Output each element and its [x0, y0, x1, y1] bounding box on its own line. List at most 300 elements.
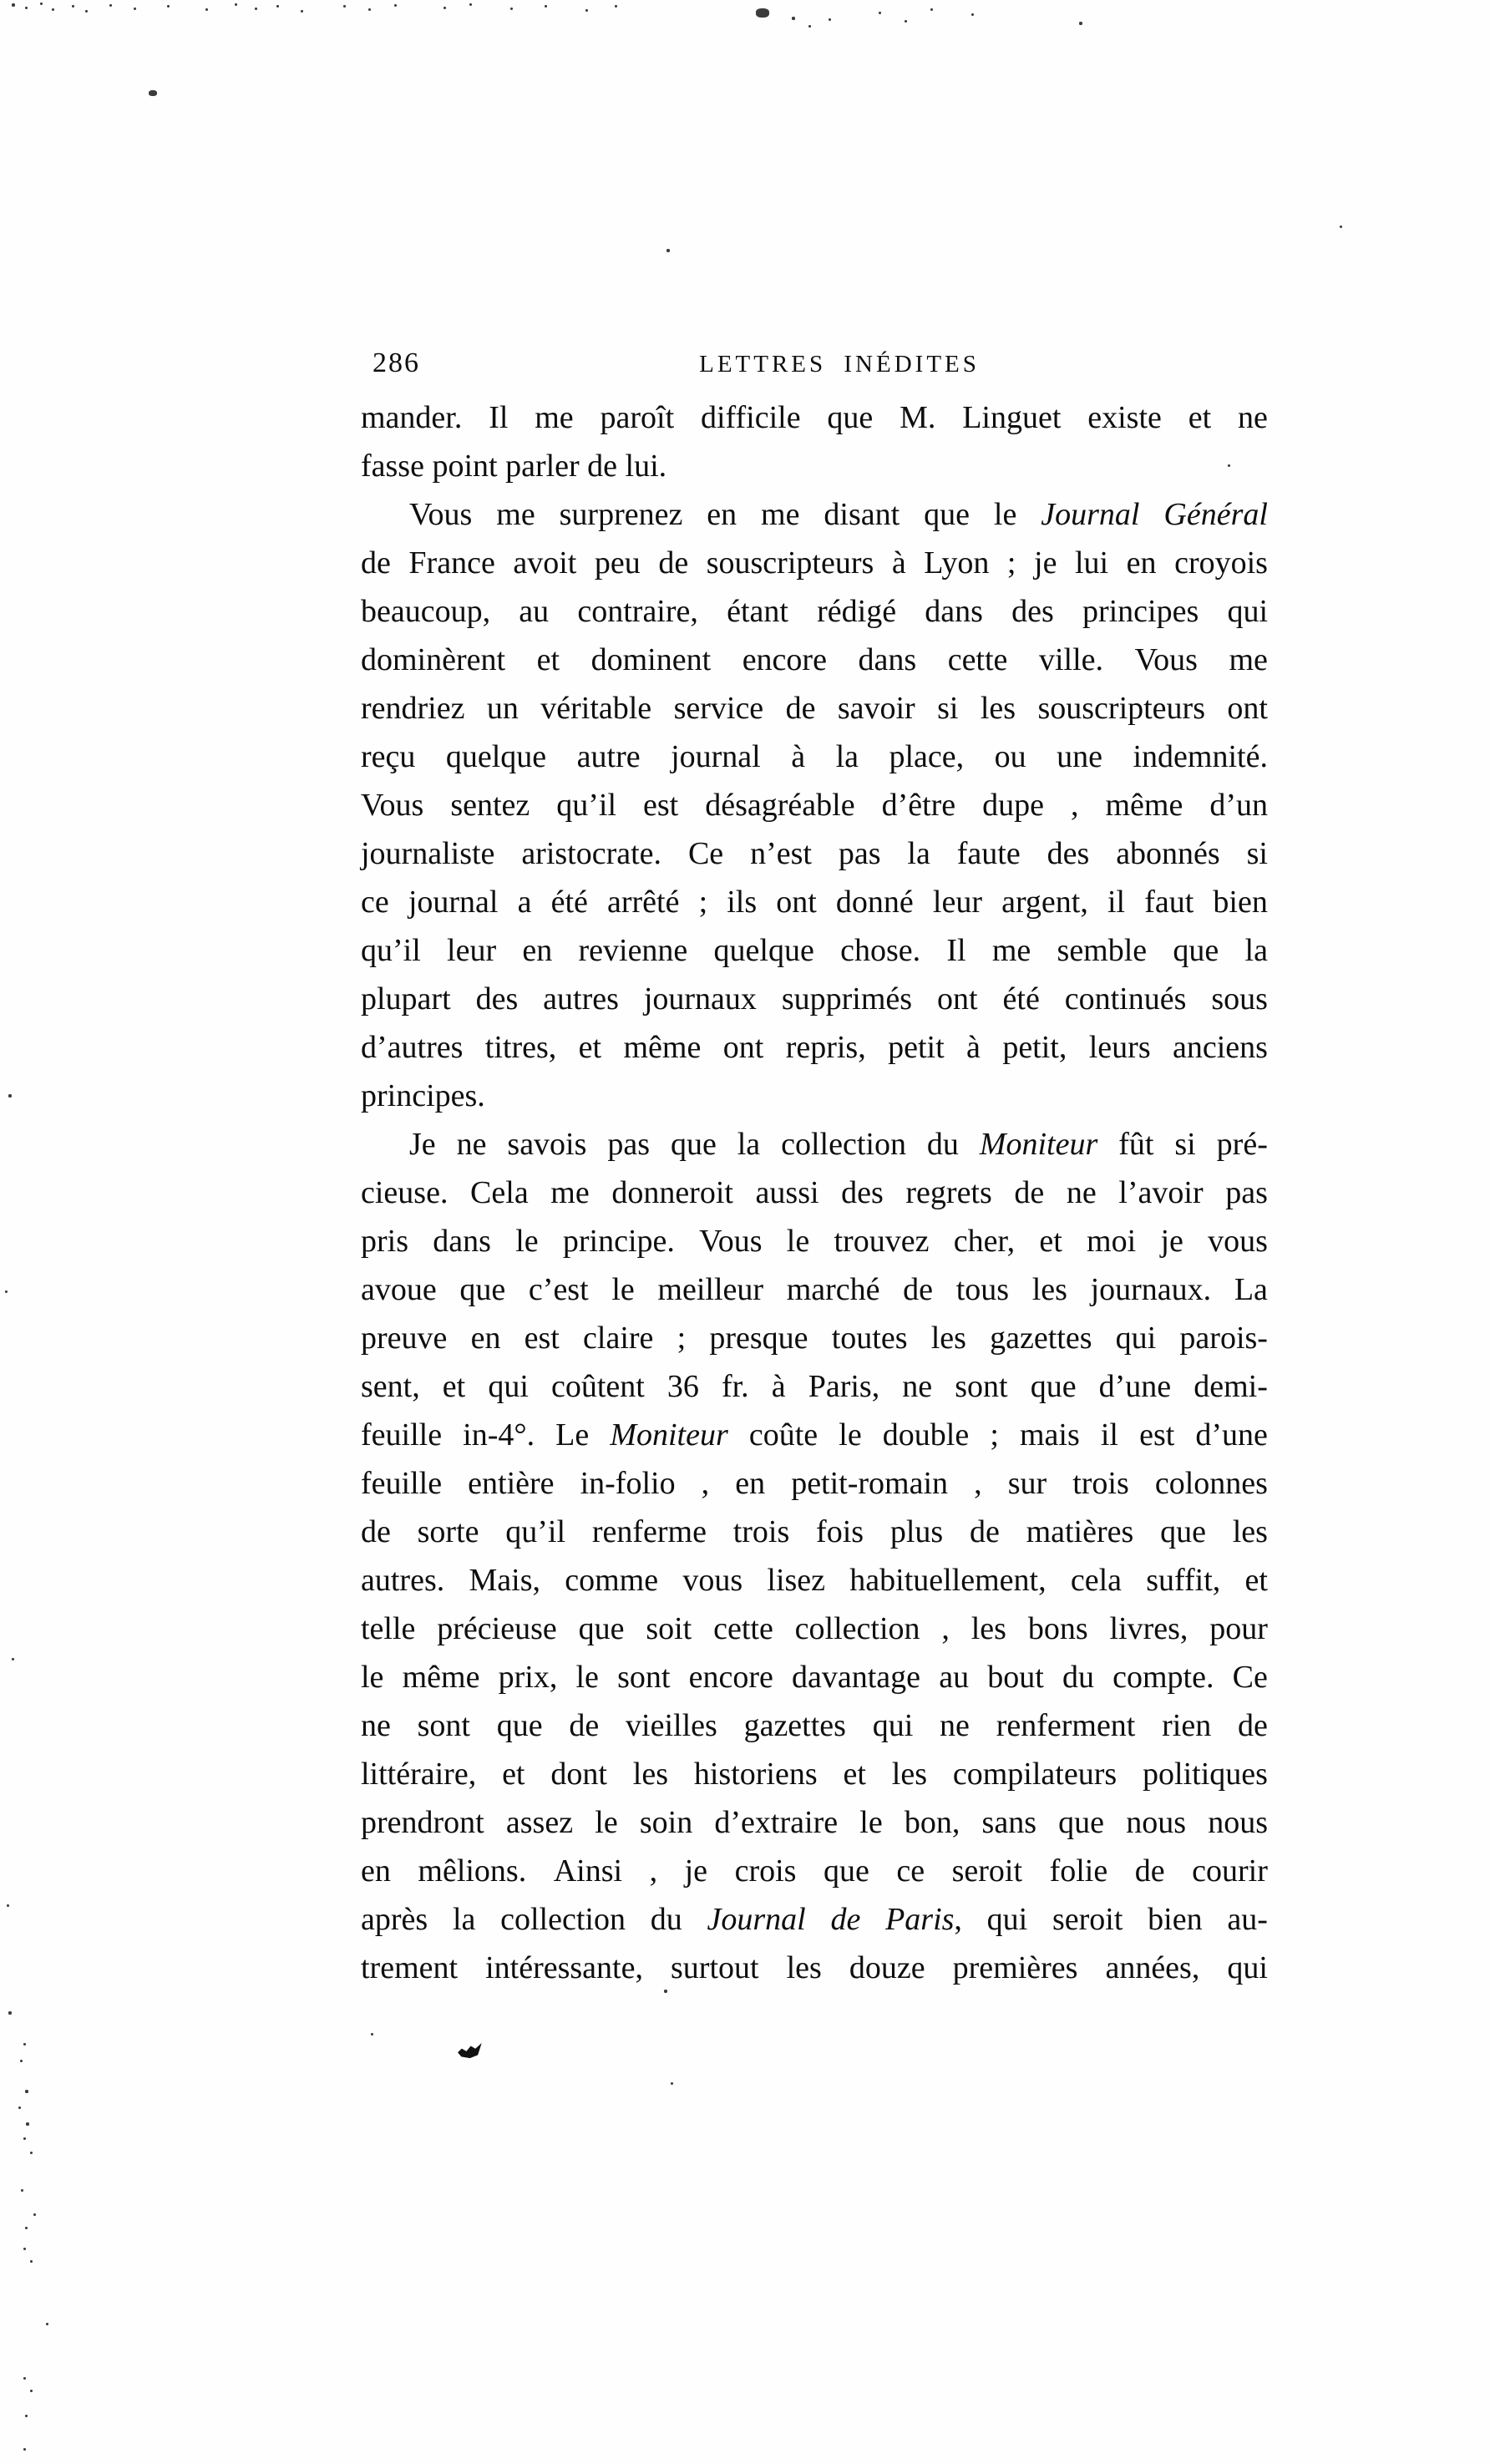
word: sentez [450, 788, 530, 823]
word: folie [1049, 1853, 1108, 1889]
word: feuille [361, 1417, 443, 1453]
scan-speck [109, 4, 112, 7]
word: ne [456, 1127, 487, 1162]
word: que [827, 400, 874, 435]
word: les [1031, 1272, 1067, 1307]
word: abonnés [1116, 836, 1220, 871]
scan-speck [30, 2260, 33, 2263]
word: littéraire, [361, 1757, 477, 1792]
scan-speck [25, 2090, 28, 2093]
word: toutes [831, 1321, 908, 1356]
scan-speck [8, 1094, 12, 1098]
word: Moniteur [610, 1417, 728, 1453]
word: premières [952, 1950, 1078, 1985]
word: entière [468, 1466, 555, 1501]
word: cher, [953, 1224, 1016, 1259]
word: en [470, 1321, 501, 1356]
word: de [903, 1272, 934, 1307]
word: les [891, 1757, 928, 1792]
word: trois [732, 1514, 790, 1549]
word: Lyon [924, 545, 990, 581]
word: ce [361, 885, 389, 920]
word: assez [505, 1805, 574, 1840]
word: Linguet [962, 400, 1062, 435]
scan-speck [30, 2152, 33, 2154]
word: soin [639, 1805, 693, 1840]
word: l’avoir [1118, 1175, 1204, 1210]
scan-speck [671, 2082, 673, 2085]
word: trouvez [834, 1224, 930, 1259]
word: ville. [1038, 642, 1104, 677]
scan-speck [301, 10, 303, 13]
text-line [361, 1901, 1268, 1949]
scan-speck [25, 7, 28, 9]
word: me [535, 400, 574, 435]
scan-speck [255, 8, 257, 10]
word: est [1139, 1417, 1175, 1453]
scan-speck [23, 2377, 26, 2380]
word: rien [1162, 1708, 1212, 1743]
word: beaucoup, [361, 594, 491, 629]
word: dans [433, 1224, 491, 1259]
word: Moniteur [979, 1127, 1098, 1162]
text-line [361, 981, 1268, 1029]
text-line [361, 1562, 1268, 1610]
word: de [785, 691, 816, 726]
word: habituellement, [849, 1563, 1047, 1598]
word: le [611, 1272, 635, 1307]
word: compilateurs [952, 1757, 1118, 1792]
word: journaux [643, 981, 757, 1017]
word: Paris, [885, 1902, 962, 1937]
word: souscripteurs [706, 545, 874, 581]
word: journal [408, 885, 499, 920]
word: France [408, 545, 495, 581]
word: encore [742, 642, 827, 677]
word: la [907, 836, 930, 871]
word: principes [1082, 594, 1199, 629]
word: demi- [1194, 1369, 1268, 1404]
word: qu’il [361, 933, 421, 968]
word: que [823, 1853, 869, 1889]
word: n’est [750, 836, 812, 871]
word: marché [786, 1272, 880, 1307]
page-number: 286 [372, 347, 420, 378]
word: faut [1144, 885, 1194, 920]
word: que [578, 1611, 625, 1646]
word: précieuse [437, 1611, 557, 1646]
text-line [361, 1756, 1268, 1804]
word: ; [990, 1417, 999, 1453]
word: compte. [1112, 1660, 1214, 1695]
word: véritable [540, 691, 652, 726]
scan-speck [756, 8, 769, 18]
word: à [791, 739, 806, 774]
word: paroît [600, 400, 675, 435]
word: des [475, 981, 519, 1017]
word: faute [956, 836, 1021, 871]
word: 36 [666, 1369, 699, 1404]
word: pas [838, 836, 881, 871]
word: arrêté [606, 885, 680, 920]
word: service [673, 691, 764, 726]
word: sorte [417, 1514, 479, 1549]
word: les [971, 1611, 1006, 1646]
scan-speck [205, 8, 208, 11]
word: et [536, 642, 560, 677]
word: de [1237, 1708, 1268, 1743]
word: qui [1115, 1321, 1157, 1356]
word: journaux. [1090, 1272, 1212, 1307]
word: aristocrate. [521, 836, 662, 871]
word: mêlions. [418, 1853, 527, 1889]
word: bons [1027, 1611, 1088, 1646]
word: souscripteurs [1037, 691, 1205, 726]
word: dans [858, 642, 917, 677]
word: surtout [671, 1950, 759, 1985]
word: les [930, 1321, 966, 1356]
scan-speck [18, 2107, 21, 2109]
word: Vous [409, 497, 473, 532]
word: il [1107, 885, 1126, 920]
text-line [361, 1223, 1268, 1271]
running-title: LETTRES INÉDITES [699, 351, 980, 378]
word: petit [888, 1030, 945, 1065]
word: colonnes [1154, 1466, 1268, 1501]
scan-speck [343, 5, 346, 8]
word: le [595, 1805, 618, 1840]
scan-speck [40, 3, 43, 5]
scan-speck [930, 8, 933, 11]
word: , [1071, 788, 1079, 823]
word: chose. [840, 933, 921, 968]
word: des [1047, 836, 1090, 871]
word: je [684, 1853, 708, 1889]
word: quelque [713, 933, 814, 968]
scan-speck [20, 2060, 23, 2062]
word: lisez [767, 1563, 826, 1598]
word: les [786, 1950, 822, 1985]
word: du [650, 1902, 682, 1937]
word: Vous [361, 788, 424, 823]
word: été [550, 885, 588, 920]
word: que [924, 497, 970, 532]
word: me [761, 497, 800, 532]
word: Il [489, 400, 509, 435]
word: dont [550, 1757, 607, 1792]
word: à [891, 545, 906, 581]
word: leur [932, 885, 982, 920]
scan-speck [235, 3, 237, 6]
word: de [361, 1514, 391, 1549]
scan-speck [829, 18, 831, 21]
word: ont [1227, 691, 1268, 726]
word: Ce [687, 836, 724, 871]
word: le [786, 1224, 810, 1259]
word: ne [361, 1708, 391, 1743]
scan-speck [23, 2043, 26, 2046]
text-line [361, 1707, 1268, 1756]
word: ne [1237, 400, 1268, 435]
word: collection [794, 1611, 920, 1646]
word: sous [1211, 981, 1268, 1017]
word: petit, [1002, 1030, 1067, 1065]
word: regrets [905, 1175, 992, 1210]
word: ; [1006, 545, 1016, 581]
word: que [670, 1127, 717, 1162]
word: si [1246, 836, 1268, 871]
scan-speck [371, 2033, 373, 2036]
word: comme [565, 1563, 659, 1598]
word: autres. [361, 1563, 445, 1598]
word: dupe [982, 788, 1045, 823]
word: la [737, 1127, 761, 1162]
word: Ainsi [553, 1853, 623, 1889]
word: croyois [1174, 545, 1268, 581]
word: davantage [792, 1660, 921, 1695]
word: leurs [1088, 1030, 1151, 1065]
word: je [1160, 1224, 1183, 1259]
scan-speck [26, 2122, 29, 2126]
word: pré- [1216, 1127, 1268, 1162]
scan-speck [167, 5, 170, 8]
word: a [517, 885, 532, 920]
word: qui [1227, 1950, 1268, 1985]
scan-speck [905, 20, 907, 23]
word: d’une [1195, 1417, 1268, 1453]
scan-speck [23, 2448, 26, 2451]
scan-speck [8, 2011, 12, 2015]
word: de [1134, 1853, 1165, 1889]
word: me [496, 497, 535, 532]
word: revienne [578, 933, 688, 968]
word: donneroit [611, 1175, 733, 1210]
word: collection [500, 1902, 626, 1937]
word: le [515, 1224, 539, 1259]
word: courir [1192, 1853, 1268, 1889]
scan-speck [134, 8, 136, 10]
scan-speck [23, 2248, 26, 2250]
word: il [1100, 1417, 1118, 1453]
word: , [701, 1466, 710, 1501]
scan-speck [971, 13, 974, 16]
word: en [361, 1853, 391, 1889]
scan-speck [615, 5, 617, 8]
word: savois [507, 1127, 587, 1162]
word: que [496, 1708, 543, 1743]
text-line [361, 1853, 1268, 1901]
word: d’un [1209, 788, 1268, 823]
word: et [1039, 1224, 1062, 1259]
scan-speck [585, 9, 588, 12]
word: Le [555, 1417, 590, 1453]
text-line [361, 641, 1268, 690]
word: journal [671, 739, 761, 774]
letter-text [361, 399, 1268, 1998]
word: la [452, 1902, 476, 1937]
word: bien [1148, 1902, 1203, 1937]
word: La [1234, 1272, 1268, 1307]
word: cette [947, 642, 1008, 677]
text-line [361, 738, 1268, 787]
word: aussi [755, 1175, 819, 1210]
word: surprenez [559, 497, 683, 532]
word: qui [488, 1369, 529, 1404]
word: in-4°. [463, 1417, 535, 1453]
word: peu [594, 545, 641, 581]
word: autres [543, 981, 619, 1017]
word: de [569, 1708, 600, 1743]
word: après [361, 1902, 428, 1937]
text-line [361, 448, 1268, 496]
word: mais [1019, 1417, 1080, 1453]
word: renferment [996, 1708, 1136, 1743]
word: et [1188, 400, 1212, 435]
word: de [361, 545, 391, 581]
word: in-folio [580, 1466, 676, 1501]
word: même [402, 1660, 480, 1695]
scan-speck [368, 8, 371, 11]
scan-speck [792, 17, 795, 20]
word: nous [1208, 1805, 1268, 1840]
word: vieilles [626, 1708, 717, 1743]
word: argent, [1001, 885, 1088, 920]
word: qu’il [505, 1514, 566, 1549]
word: la [835, 739, 859, 774]
word: en [522, 933, 553, 968]
word: en [707, 497, 737, 532]
word: moi [1087, 1224, 1137, 1259]
word: et [578, 1030, 602, 1065]
scan-speck [33, 2213, 36, 2216]
word: sur [1007, 1466, 1047, 1501]
word: d’extraire [714, 1805, 839, 1840]
word: existe [1087, 400, 1162, 435]
word: que [1160, 1514, 1206, 1549]
text-line [361, 1077, 1268, 1126]
text-line [361, 932, 1268, 981]
scan-speck [510, 8, 513, 10]
word: double [882, 1417, 970, 1453]
word: claire [583, 1321, 654, 1356]
word: une [1057, 739, 1102, 774]
word: été [1002, 981, 1040, 1017]
word: fût [1118, 1127, 1154, 1162]
word: je [1034, 545, 1057, 581]
word: dans [925, 594, 983, 629]
word: années, [1105, 1950, 1200, 1985]
word: ne [940, 1708, 970, 1743]
word: , [974, 1466, 982, 1501]
word: ; [698, 885, 708, 920]
word: de [1014, 1175, 1045, 1210]
word: le [993, 497, 1017, 532]
scan-speck [85, 10, 88, 13]
word: avoit [513, 545, 577, 581]
word: de [830, 1902, 861, 1937]
word: dominèrent [361, 642, 506, 677]
word: le [859, 1805, 883, 1840]
word: seroit [1052, 1902, 1123, 1937]
word: que [1058, 1805, 1105, 1840]
page-header [361, 347, 1268, 389]
word: continués [1064, 981, 1187, 1017]
scan-speck [12, 1658, 14, 1660]
word: les [1232, 1514, 1268, 1549]
word: contraire, [577, 594, 698, 629]
word: le [839, 1417, 862, 1453]
word: d’être [881, 788, 956, 823]
word: journaliste [361, 836, 495, 871]
word: coûte [748, 1417, 818, 1453]
word: Général [1163, 497, 1268, 532]
word: me [1229, 642, 1268, 677]
word: qu’il [556, 788, 617, 823]
word: avoue [361, 1272, 437, 1307]
word: disant [824, 497, 900, 532]
word: , [649, 1853, 658, 1889]
text-line [361, 1610, 1268, 1659]
scan-speck [30, 2390, 33, 2392]
word: sont [417, 1708, 470, 1743]
word: Il [946, 933, 966, 968]
word: dominent [590, 642, 712, 677]
word: d’autres [361, 1030, 464, 1065]
word: Mais, [469, 1563, 540, 1598]
word: des [841, 1175, 884, 1210]
word: même [1105, 788, 1183, 823]
word: Cela [470, 1175, 529, 1210]
word: fois [816, 1514, 864, 1549]
word: au [519, 594, 550, 629]
word: gazettes [990, 1321, 1092, 1356]
word: me [991, 933, 1031, 968]
word: difficile [700, 400, 801, 435]
word: prix, [498, 1660, 558, 1695]
word: telle [361, 1611, 416, 1646]
word: les [632, 1757, 668, 1792]
word: Journal [1041, 497, 1140, 532]
word: ont [937, 981, 978, 1017]
word: leur [447, 933, 497, 968]
word: coûtent [550, 1369, 645, 1404]
word: semble [1057, 933, 1148, 968]
word: que [1030, 1369, 1077, 1404]
scan-speck [12, 3, 15, 7]
word: principe. [562, 1224, 675, 1259]
word: ils [727, 885, 758, 920]
text-line [361, 1126, 1268, 1174]
word: Vous [1134, 642, 1198, 677]
word: cela [1070, 1563, 1122, 1598]
text-line [361, 690, 1268, 738]
word: qui [1227, 594, 1268, 629]
word: qui [986, 1902, 1028, 1937]
word: suffit, [1146, 1563, 1221, 1598]
word: pour [1209, 1611, 1268, 1646]
text-line [361, 884, 1268, 932]
scan-speck [469, 3, 472, 6]
text-line [361, 1368, 1268, 1417]
text-line [361, 1417, 1268, 1465]
scan-speck [664, 1990, 667, 1993]
word: seroit [951, 1853, 1023, 1889]
word: un [486, 691, 519, 726]
word: crois [734, 1853, 797, 1889]
text-line [361, 545, 1268, 593]
word: au [939, 1660, 970, 1695]
scan-speck [879, 12, 881, 14]
